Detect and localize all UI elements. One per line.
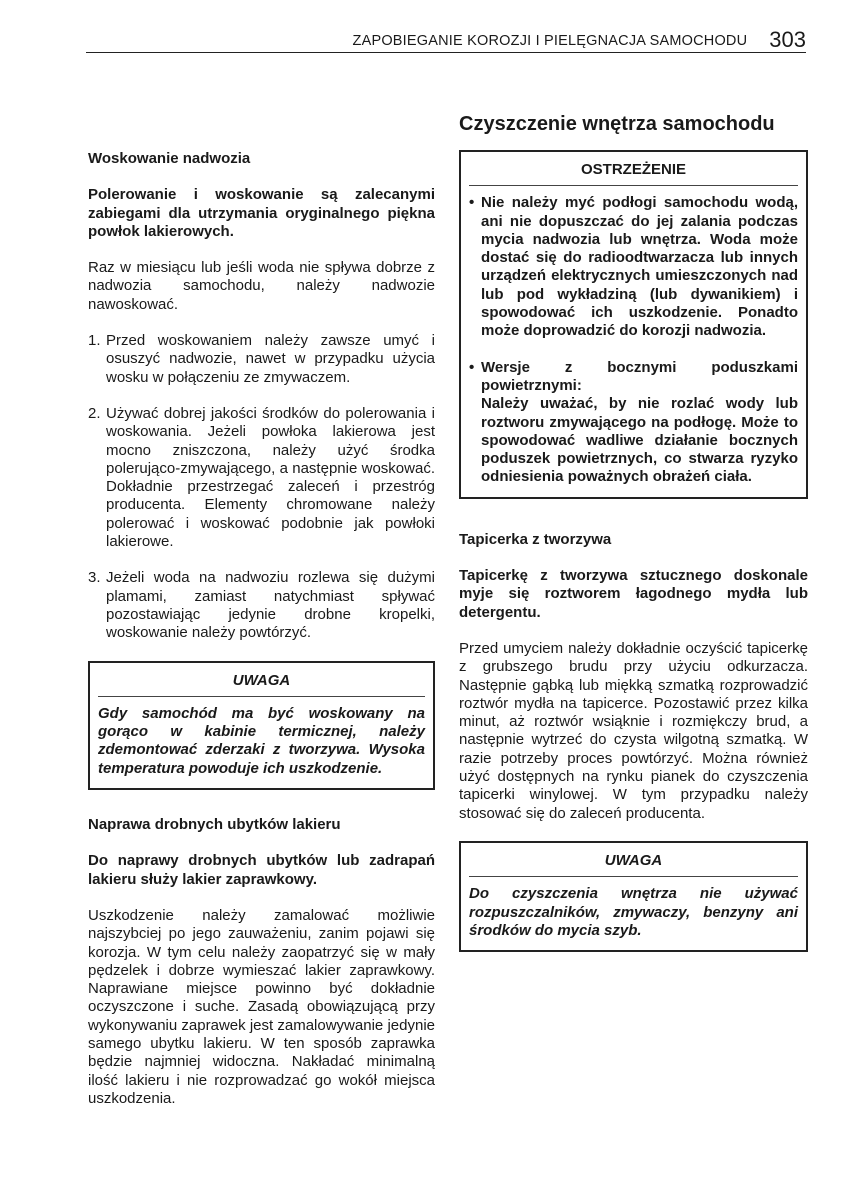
page-number: 303 [769,27,806,52]
caution-box-interior [459,841,808,952]
warning-text: Należy uważać, by nie rozlać wody lub roztworu zmywającego na podłogę. Może to spowodować wadliwe działanie bocznych poduszek powietrznych, co stwarza ryzyko odniesienia poważnych obrażeń ciała. [481,395,798,486]
warning-text: Nie należy myć podłogi samochodu wodą, ani nie dopuszczać do jej zalania podczas mycia nadwozia lub wnętrza. Woda może dostać się do radioodtwarzacza lub innych urządzeń elektrycznych umieszczonych nad lub pod wykładziną (lub dywanikiem) i spowodować ich uszkodzenie. Ponadto może doprowadzić do korozji nadwozia. [481,194,798,340]
step-text: Przed woskowaniem należy zawsze umyć i osuszyć nadwozie, nawet w przypadku użycia wosku w połączeniu ze zmywaczem. [106,332,435,386]
page-header [86,26,806,53]
step-text: Używać dobrej jakości środków do polerowania i woskowania. Jeżeli powłoka lakierowa jest mocno zniszczona, należy użyć środka polerująco-zmywającego, a następnie woskować. Dokładnie przestrzegać zaleceń i przestróg producenta. Elementy chromowane należy polerować i woskować podobnie jak powłoki lakierowe. [106,404,435,551]
chapter-title: ZAPOBIEGANIE KOROZJI I PIELĘGNACJA SAMOCHODU [352,33,748,49]
right-column [459,112,808,952]
waxing-steps [88,332,435,642]
caution-box-waxing [88,661,435,790]
step-number: 2. [88,404,101,422]
warning-item [481,359,798,487]
upholstery-text: Przed umyciem należy dokładnie oczyścić tapicerkę z grubszego brudu przy użyciu odkurzacza. Następnie gąbką lub miękką szmatką rozprowadzić roztwór mydła na tapicerce. Pozostawić przez kilka minut, aż roztwór wsiąknie i rozmiękczy brud, a następnie wytrzeć do czysta wilgotną szmatką. W razie potrzeby proces powtórzyć. Można również użyć dostępnych na rynku pianek do czyszczenia tapicerki winylowej. W tym przypadku należy stosować się do zaleceń producenta. [459,639,808,822]
warning-list [469,194,798,486]
caution-text: Do czyszczenia wnętrza nie używać rozpuszczalników, zmywaczy, benzyny ani środków do mycia szyb. [469,885,798,939]
left-column [88,150,435,1108]
repair-heading: Naprawa drobnych ubytków lakieru [88,816,341,834]
upholstery-heading: Tapicerka z tworzywa [459,530,612,548]
step-text: Jeżeli woda na nadwoziu rozlewa się dużymi plamami, zamiast natychmiast spływać pozostawiając jedynie drobne kropelki, woskowanie należy powtórzyć. [106,569,435,642]
repair-text: Uszkodzenie należy zamalować możliwie najszybciej po jego zauważeniu, zanim pojawi się korozja. W tym celu należy zaopatrzyć się w mały pędzelek i dobrze wymieszać lakier zaprawkowy. Naprawiane miejsce powinno być dokładnie oczyszczone i suche. Zasadą obowiązującą przy wykonywaniu zaprawek jest zamalowywanie jedynie samego ubytku lakieru. W ten sposób zaprawka będzie najmniej widoczna. Nakładać minimalną ilość lakieru i nie rozprowadzać go wokół miejsca uszkodzenia. [88,906,435,1107]
list-item [88,569,435,642]
list-item [88,332,435,387]
warning-lead: Wersje z bocznymi poduszkami powietrznymi: [481,358,798,394]
bullet: • [469,358,475,376]
caution-text: Gdy samochód ma być woskowany na gorąco w kabinie termicznej, należy zdemontować zderzaki z tworzywa. Wysoka temperatura powoduje ich uszkodzenie. [98,704,425,777]
waxing-heading: Woskowanie nadwozia [88,150,251,167]
caution-title: UWAGA [98,663,425,697]
step-number: 3. [88,569,101,587]
upholstery-lead: Tapicerkę z tworzywa sztucznego doskonale myje się roztworem łagodnego mydła lub detergentu. [459,567,808,621]
caution-title: UWAGA [469,843,798,877]
waxing-intro: Raz w miesiącu lub jeśli woda nie spływa dobrze z nadwozia samochodu, należy nadwozie nawoskować. [88,259,435,313]
step-number: 1. [88,332,101,350]
list-item [469,194,798,340]
list-item [88,405,435,551]
repair-lead: Do naprawy drobnych ubytków lub zadrapań lakieru służy lakier zaprawkowy. [88,852,435,888]
section-title: Czyszczenie wnętrza samochodu [459,113,775,135]
list-item [469,359,798,487]
bullet: • [469,194,475,212]
waxing-lead: Polerowanie i woskowanie są zalecanymi zabiegami dla utrzymania oryginalnego piękna powłok lakierowych. [88,186,435,240]
warning-box [459,150,808,499]
warning-title: OSTRZEŻENIE [469,152,798,186]
